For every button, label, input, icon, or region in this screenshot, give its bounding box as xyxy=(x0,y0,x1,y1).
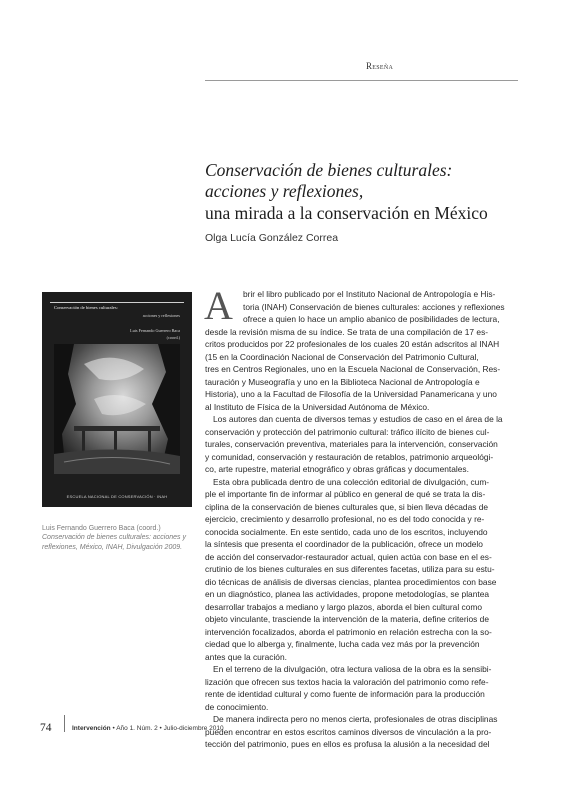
title-line: una mirada a la conservación en México xyxy=(205,203,488,223)
body-line: rente de identidad cultural y como fuente de información para la producción xyxy=(205,689,485,699)
body-line: ple el importante fin de informar al público en general de qué se trata la dis- xyxy=(205,489,486,499)
cover-subtitle: acciones y reflexiones xyxy=(142,313,180,318)
body-line: brir el libro publicado por el Instituto Nacional de Antropología e His- xyxy=(243,289,496,299)
body-line: la síntesis que presenta el coordinador de la publicación, ofrece un modelo xyxy=(205,539,483,549)
section-divider xyxy=(205,80,518,81)
cover-title: Conservación de bienes culturales: xyxy=(54,305,118,310)
body-line: crutinio de los bienes culturales en sus diferentes facetas, utiliza para su estu- xyxy=(205,564,495,574)
body-line: Esta obra publicada dentro de una colección editorial de divulgación, cum- xyxy=(213,476,490,487)
body-line: desarrollar trabajos a mediano y largo plazos, aborda el bien cultural como xyxy=(205,601,482,612)
issue-info: • Año 1. Núm. 2 • Julio-diciembre 2010 xyxy=(112,725,224,732)
body-line: ciedad que lo alberga y, finalmente, lucha cada vez más por la prevención xyxy=(205,639,480,649)
drop-cap: A xyxy=(204,283,233,328)
body-line: co, arte rupestre, material etnográfico y obras gráficas y documentales. xyxy=(205,464,469,474)
author-name: Olga Lucía González Correa xyxy=(205,232,339,244)
body-line: tres en Centros Regionales, uno en la Escuela Nacional de Conservación, Res- xyxy=(205,364,501,374)
body-line: Historia), uno a la Facultad de Filosofía de la Universidad Panamericana y uno xyxy=(205,389,497,399)
article-title xyxy=(205,160,535,224)
footer-divider xyxy=(64,715,65,732)
body-line: ofrece a quien lo hace un amplio abanico de posibilidades de lectura, xyxy=(243,314,500,324)
book-cover-image xyxy=(42,292,192,507)
body-line: En el terreno de la divulgación, otra lectura valiosa de la obra es la sensibi- xyxy=(213,664,492,674)
body-line: critos producidos por 22 profesionales de los cuales 20 están adscritos al INAH xyxy=(205,339,500,349)
body-line: lización que ofrecen sus textos hacia la valoración del patrimonio como refe- xyxy=(205,676,489,687)
caption-line: Luis Fernando Guerrero Baca (coord.) xyxy=(42,525,161,532)
article-body xyxy=(204,283,518,751)
body-line: tección del patrimonio, pues en ellos es profusa la alusión a la necesidad del xyxy=(205,739,490,749)
body-line: turales, conservación preventiva, materiales para la intervención, conservación xyxy=(205,439,498,449)
page-number: 74 xyxy=(40,722,52,734)
cover-coord: (coord.) xyxy=(166,335,180,340)
figure-caption xyxy=(42,524,192,552)
body-line: al Instituto de Física de la Universidad Autónoma de México. xyxy=(205,401,430,412)
body-line: de conocimiento. xyxy=(205,701,269,712)
body-line: de acción del conservador-restaurador actual, quien actúa con base en el es- xyxy=(205,551,492,562)
body-line: Los autores dan cuenta de diversos temas y estudios de caso en el área de la xyxy=(213,414,503,424)
caption-line: Conservación de bienes culturales: acciones y xyxy=(42,534,186,542)
body-line: dio técnicas de análisis de diversas ciencias, plantea procedimientos con base xyxy=(205,576,497,587)
body-line: objeto vinculante, trasciende la intervención de la materia, define criterios de xyxy=(205,614,489,624)
body-line: conservación y protección del patrimonio cultural: tráfico ilícito de bienes cul- xyxy=(205,426,490,437)
section-label: Reseña xyxy=(366,61,394,71)
body-line: ciplina de la conservación de bienes culturales que, si bien lleva décadas de xyxy=(205,501,489,512)
body-line: desde la revisión misma de su índice. Se trata de una compilación de 17 es- xyxy=(205,326,489,337)
body-line: tauración y Museografía y uno en la Biblioteca Nacional de Antropología e xyxy=(205,376,480,387)
body-line: conocida socialmente. En este sentido, cada uno de los escritos, incluyendo xyxy=(205,526,488,537)
body-line: y comunidad, conservación y restauración de retablos, patrimonio arqueológi- xyxy=(205,451,494,462)
caption-line: reflexiones, México, INAH, Divulgación 2009. xyxy=(42,543,183,551)
title-line: acciones y reflexiones, xyxy=(205,181,364,201)
cover-photo xyxy=(54,344,180,474)
body-line: intervención focalizados, aborda el patrimonio en relación estrecha con la so- xyxy=(205,626,492,637)
body-line: ejercicio, crecimiento y desarrollo profesional, no es del todo conocida y re- xyxy=(205,514,485,524)
cover-publisher: ESCUELA NACIONAL DE CONSERVACIÓN · INAH xyxy=(66,494,168,499)
body-line: en un diagnóstico, planea las actividades, propone metodologías, se plantea xyxy=(205,589,490,599)
body-line: toria (INAH) Conservación de bienes culturales: acciones y reflexiones xyxy=(243,301,505,312)
body-line: pueden encontrar en estos escritos caminos diversos de vinculación a la pro- xyxy=(205,726,492,737)
body-line: (15 en la Coordinación Nacional de Conservación del Patrimonio Cultural, xyxy=(205,351,479,362)
cover-editor: Luis Fernando Guerrero Baca xyxy=(130,328,180,333)
title-line: Conservación de bienes culturales: xyxy=(205,160,453,180)
footer-citation xyxy=(72,725,224,732)
body-line: De manera indirecta pero no menos cierta, profesionales de otras disciplinas xyxy=(213,714,498,724)
cover-divider xyxy=(50,302,184,303)
journal-name: Intervención xyxy=(72,725,111,732)
body-line: antes que la curación. xyxy=(205,651,287,662)
